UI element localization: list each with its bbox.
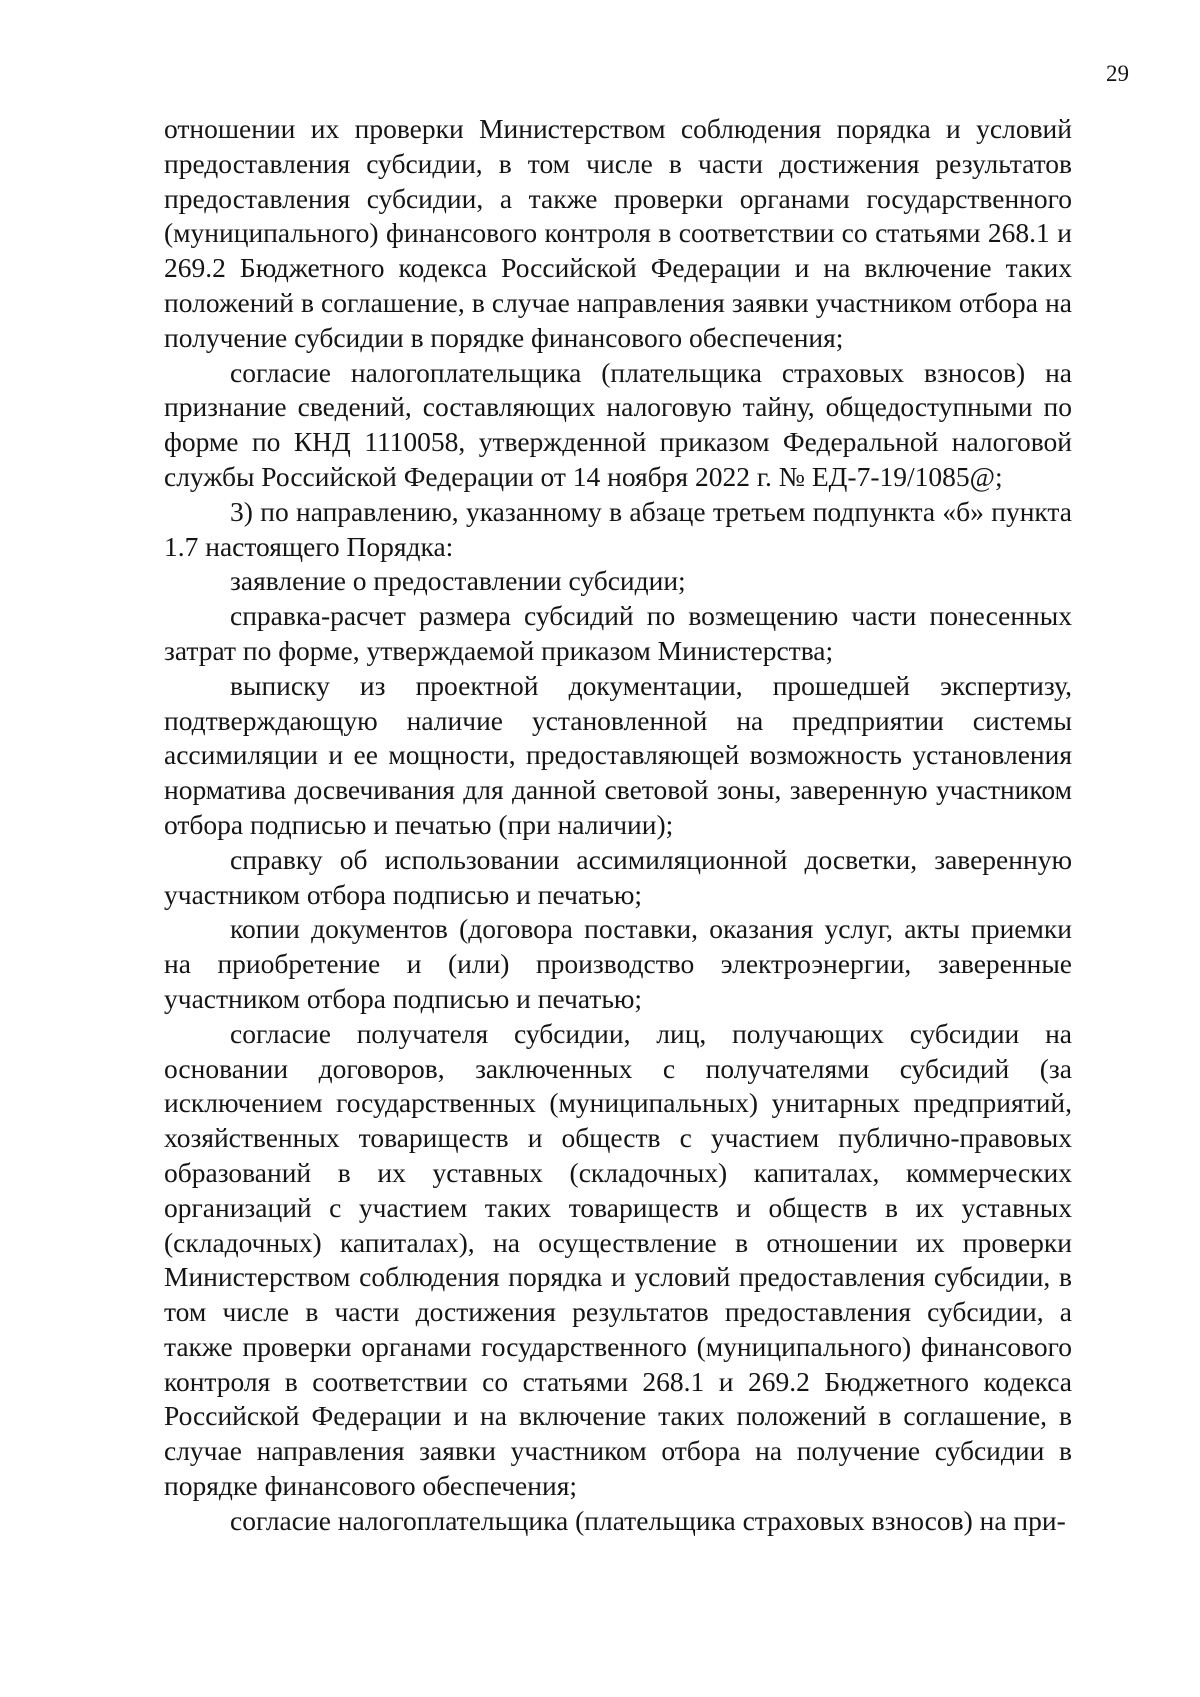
paragraph-item-3: 3) по направлению, указанному в абзаце третьем подпункта «б» пункта 1.7 настоящего Порядка: [164, 495, 1072, 562]
page-number: 29 [1106, 61, 1129, 86]
document-body [164, 112, 1072, 1539]
paragraph-document-copies: копии документов (договора поставки, оказания услуг, акты приемки на приобретение и (или) производство электроэнергии, заверенные участником отбора подписью и печатью; [164, 913, 1072, 1014]
paragraph-recipient-consent: согласие получателя субсидии, лиц, получающих субсидии на основании договоров, заключенных с получателями субсидий (за исключением государственных (муниципальных) унитарных предприятий, хозяйственных товариществ и обществ с участием публично-правовых образований в их уставных (складочных) капиталах, коммерческих организаций с участием таких товариществ и обществ в их уставных (складочных) капиталах), на осуществление в отношении их проверки Министерством соблюдения порядка и условий предоставления субсидии, в том числе в части достижения результатов предоставления субсидии, а также проверки органами государственного (муниципального) финансового контроля в соответствии со статьями 268.1 и 269.2 Бюджетного кодекса Российской Федерации и на включение таких положений в соглашение, в случае направления заявки участником отбора на получение субсидии в порядке финансового обеспечения; [164, 1017, 1072, 1502]
paragraph-calculation: справка-расчет размера субсидий по возмещению части понесенных затрат по форме, утверждаемой приказом Министерства; [164, 600, 1072, 666]
paragraph-taxpayer-consent: согласие налогоплательщика (плательщика страховых взносов) на признание сведений, составляющих налоговую тайну, общедоступными по форме по КНД 1110058, утвержденной приказом Федеральной налоговой службы Российской Федерации от 14 ноября 2022 г. № ЕД-7-19/1085@; [164, 356, 1072, 492]
paragraph-continuation: отношении их проверки Министерством соблюдения порядка и условий предоставления субсидии, в том числе в части достижения результатов предоставления субсидии, а также проверки органами государственного (муниципального) финансового контроля в соответствии со статьями 268.1 и 269.2 Бюджетного кодекса Российской Федерации и на включение таких положений в соглашение, в случае направления заявки участником отбора на получение субсидии в порядке финансового обеспечения; [164, 113, 1072, 353]
paragraph-assimilation-certificate: справку об использовании ассимиляционной досветки, заверенную участником отбора подписью и печатью; [164, 843, 1072, 910]
paragraph-application: заявление о предоставлении субсидии; [230, 565, 686, 597]
paragraph-taxpayer-consent-start: согласие налогоплательщика (плательщика страховых взносов) на при- [230, 1504, 1066, 1536]
paragraph-project-extract: выписку из проектной документации, прошедшей экспертизу, подтверждающую наличие установленной на предприятии системы ассимиляции и ее мощности, предоставляющей возможность установления норматива досвечивания для данной световой зоны, заверенную участником отбора подписью и печатью (при наличии); [164, 669, 1072, 840]
